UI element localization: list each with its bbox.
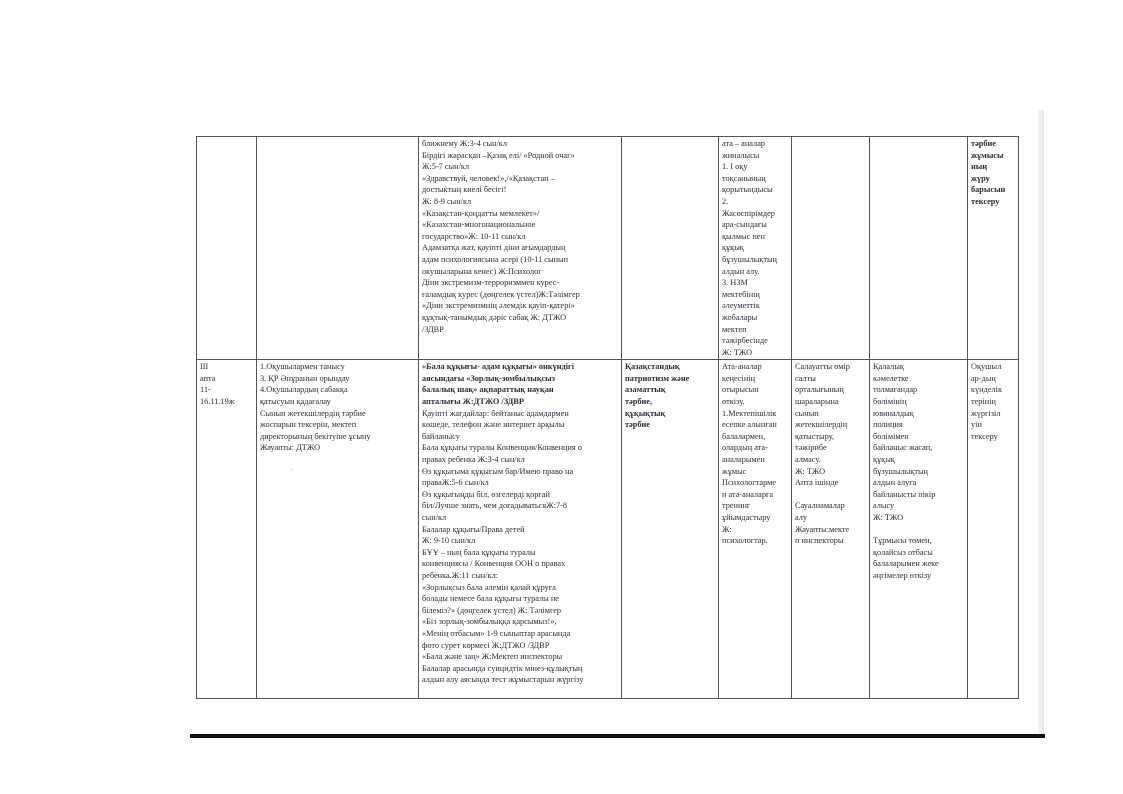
text-line: психологтар. <box>722 536 768 546</box>
text-line: мектеп <box>722 324 747 334</box>
text-line: Жауапты:мекте <box>795 524 850 534</box>
prevention-cell <box>870 360 968 699</box>
text-line: 3. НЗМ <box>722 278 748 288</box>
text-line: 4.Оқушылардың сабакқа <box>260 385 348 395</box>
text-line: алдын алу аясында тест жұмыстарын жүргізу <box>422 675 584 685</box>
prevention-text <box>873 361 964 581</box>
parents-work-cell <box>719 137 792 360</box>
text-line: орталығының <box>795 385 844 395</box>
text-line: құқтық-танымдық дәріс сабақ Ж: ДТЖО <box>422 312 567 322</box>
text-line: балалық шақ» ақпараттық науқан <box>422 385 554 395</box>
text-line: байланыс жасап, <box>873 443 933 453</box>
text-line: ата – аналар <box>722 139 766 148</box>
text-line: «Здравствуй, человек!»,/«Қазақстан – <box>422 173 555 183</box>
organizational-work-cell <box>257 137 419 360</box>
text-line: патриотизм және <box>625 373 690 383</box>
text-line: сын/кл <box>422 513 447 522</box>
text-line: бөлімімен <box>873 431 909 441</box>
events-text <box>422 138 618 335</box>
text-line: жобалары <box>722 312 758 322</box>
text-line: государство»Ж: 10-11 сын/кл <box>422 231 526 241</box>
week-cell <box>197 360 257 699</box>
text-line: III <box>200 362 209 372</box>
text-line: тексеру <box>971 431 998 441</box>
text-line: Адамзатқа жат, қауіпті діни ағымдардың <box>422 243 566 253</box>
text-line: құқық <box>722 243 744 253</box>
text-line: азаматтық <box>625 385 666 395</box>
text-line: ара-сындағы <box>722 220 767 230</box>
week-dates <box>200 361 253 407</box>
text-line: «Бала және заң» Ж:Мектеп инспекторы <box>422 652 563 662</box>
text-line: Сынып жетекшілердің тәрбие <box>260 408 366 418</box>
text-line: қорытындысы <box>722 185 773 195</box>
text-line: ғаламдық курес (дөңгелек үстел)Ж:Тәлімгер <box>422 289 580 299</box>
text-line: қолайсыз отбасы <box>873 547 933 557</box>
text-line: жетекшілердің <box>795 420 848 430</box>
text-line: Қалалық <box>873 362 904 372</box>
text-line: «Казахстан-многонациональное <box>422 220 536 230</box>
text-line: білеміз?» (дөңгелек үстел) Ж: Тәлімгер <box>422 605 562 615</box>
text-line: Өз құқығыма құқығым бар/Имею право на <box>422 466 574 476</box>
text-line: 11- <box>200 385 211 395</box>
table-row-week-3 <box>197 360 1019 699</box>
week-cell <box>197 137 257 360</box>
text-line: тәжірибе <box>795 443 827 453</box>
text-line: жүргізіл <box>971 408 1001 418</box>
text-line: жиналысы <box>722 150 760 160</box>
text-line: 2. <box>722 196 729 206</box>
text-line: тәрбие <box>625 420 650 430</box>
text-line: сынып <box>795 408 819 418</box>
partners-cell <box>792 137 870 360</box>
text-line: «Менің отбасым» 1-9 сыныптар арасында <box>422 628 571 638</box>
text-line: Бала құқығы туралы Конвенция/Конвенция о <box>422 443 582 453</box>
text-line: тәрбие <box>971 139 996 148</box>
text-line: алысу <box>873 501 895 511</box>
text-line: аналарымен <box>722 455 765 465</box>
work-plan-table <box>196 136 1019 699</box>
text-line: н ата-аналарға <box>722 489 774 499</box>
text-line: есепке алынған <box>722 420 777 430</box>
text-line: толмағандар <box>873 385 918 395</box>
text-line: Өз құқығыңды біл, өзгелерді қорғай <box>422 489 550 499</box>
text-line: Психологтарме <box>722 478 777 488</box>
text-line: Ж: 8-9 сын/кл <box>422 196 472 206</box>
text-line: ближнему Ж:3-4 сын/кл <box>422 139 507 148</box>
text-line: Ж: <box>722 524 732 534</box>
text-line: ребенка.Ж:11 сын/кл: <box>422 570 499 580</box>
text-line: әңгімелер өткізу <box>873 570 932 580</box>
text-line: Ата-аналар <box>722 362 762 372</box>
text-line: Оқушыл <box>971 362 1002 372</box>
text-line: алмасу. <box>795 455 821 465</box>
text-line: қылмыс пен <box>722 231 765 241</box>
text-line: олардың ата- <box>722 443 768 453</box>
direction-cell <box>622 137 719 360</box>
partners-text <box>795 361 866 547</box>
text-line: адам психологиясына әсері (10-11 сынып <box>422 254 569 264</box>
text-line: терінің <box>971 397 996 407</box>
text-line: конвенциясы / Конвенция ООН о правах <box>422 559 566 569</box>
text-line: алдын алу. <box>722 266 760 276</box>
text-line: біл/Лучше знать, чем догадыватьсяЖ:7-8 <box>422 501 568 511</box>
text-line: 3. ҚР Әнұранын орындау <box>260 373 350 383</box>
control-cell <box>968 137 1019 360</box>
text-line: жұмыс <box>722 466 747 476</box>
parents-work-cell <box>719 360 792 699</box>
text-line: ар-дың <box>971 373 996 383</box>
control-cell <box>968 360 1019 699</box>
text-line: бұзушылықтың <box>873 466 928 476</box>
text-line: /ЗДВР <box>422 324 444 334</box>
text-line: тексеру <box>971 196 1000 206</box>
direction-text <box>625 361 715 431</box>
text-line: Қауіпті жағдайлар: бейтаныс адамдармен <box>422 408 569 418</box>
text-line: көшеде, телефон және интернет арқылы <box>422 420 565 430</box>
control-text <box>971 138 1015 208</box>
text-line: өткізу. <box>722 397 745 407</box>
events-text <box>422 408 618 686</box>
text-line: окушыларына кенес) Ж:Психолог <box>422 266 542 276</box>
text-line: праваЖ:5-6 сын/кл <box>422 478 489 488</box>
scan-bottom-edge <box>190 734 1045 738</box>
text-line: ұйымдастыру <box>722 513 771 522</box>
text-line: 1.Оқушылармен танысу <box>260 362 345 372</box>
text-line: достыќтың киелі бесігі! <box>422 185 507 195</box>
text-line: Балалар арасында суицидтік мінез-құлықтың <box>422 663 583 673</box>
text-line: Қазақстандық <box>625 362 680 372</box>
text-line: қатыстыру, <box>795 431 835 441</box>
text-line: апта <box>200 373 216 383</box>
text-line: жұмысы <box>971 150 1004 160</box>
text-line: жоспарын тексерін, мектеп <box>260 420 357 430</box>
text-line: бұзушылықтың <box>722 254 777 264</box>
text-line: құқық <box>873 455 895 465</box>
control-text <box>971 361 1015 442</box>
text-line: отырысын <box>722 385 759 395</box>
table-row-week-2-continued <box>197 137 1019 360</box>
text-line: алдын алуға <box>873 478 917 488</box>
text-line: полиция <box>873 420 903 430</box>
text-line: балаларымен жеке <box>873 559 939 569</box>
text-line: тәжірбесінде <box>722 336 768 346</box>
text-line: директорының бекітуіне ұсыну <box>260 431 371 441</box>
text-line: аясындағы «Зорлық-зомбылықсыз <box>422 373 555 383</box>
text-line: БҰҰ – ның бала құқығы туралы <box>422 547 536 557</box>
events-cell <box>419 137 622 360</box>
text-line: балалармен, <box>722 431 766 441</box>
text-line: тренинг <box>722 501 751 511</box>
text-line: Ж: 9-10 сын/кл <box>422 536 476 546</box>
dash-mark: - <box>290 465 293 475</box>
text-line: барысын <box>971 185 1006 195</box>
text-line: жүру <box>971 173 990 183</box>
text-line: салты <box>795 373 816 383</box>
text-line <box>795 489 866 501</box>
text-line: Апта ішінде <box>795 478 839 488</box>
text-line: Ж: ТЖО <box>873 513 904 522</box>
text-line: апталығы Ж:ДТЖО /ЗДВР <box>422 397 524 407</box>
text-line: Сауалнамалар <box>795 501 845 511</box>
text-line: Ж: ТЖО <box>795 466 826 476</box>
text-line: 1.Мектепішілік <box>722 408 777 418</box>
text-line: тоқсанының <box>722 173 766 183</box>
text-line <box>873 524 964 536</box>
text-line: кеңесінің <box>722 373 756 383</box>
text-line: правах ребенка Ж:3-4 сын/кл <box>422 455 525 465</box>
text-line: «Казақстан-қоңдатты мемлекет»/ <box>422 208 540 218</box>
text-line: Балалар құқығы/Права детей <box>422 524 525 534</box>
text-line: 1. I оқу <box>722 162 748 172</box>
text-line: кәмелетке <box>873 373 909 383</box>
text-line: мектебінің <box>722 289 760 299</box>
text-line: «Біз зорлық-зомбылыққа қарсымыз!», <box>422 617 557 627</box>
text-line: тәрбие, <box>625 397 653 407</box>
scan-page-edge <box>1038 110 1044 736</box>
text-line: уін <box>971 420 982 430</box>
events-heading <box>422 361 618 407</box>
text-line: «Діни экстремизмнің әлемдік қауіп-қатері» <box>422 301 575 311</box>
text-line: ның <box>971 162 988 172</box>
text-line: Жасөспірімдер <box>722 208 775 218</box>
text-line: Салауатты өмір <box>795 362 850 372</box>
text-line: Тұрмысы төмен, <box>873 536 932 546</box>
text-line: алу <box>795 513 808 522</box>
organizational-work-text <box>260 361 415 454</box>
text-line: «Зорлықсыз бала әлемін қалай құруға <box>422 582 556 592</box>
text-line: Жауапты: ДТЖО <box>260 443 321 453</box>
text-line: күнделік <box>971 385 1002 395</box>
prevention-cell <box>870 137 968 360</box>
partners-cell <box>792 360 870 699</box>
text-line: 16.11.19ж <box>200 397 235 407</box>
text-line: қатысуын қадағалау <box>260 397 331 407</box>
events-cell <box>419 360 622 699</box>
text-line: п инспекторы <box>795 536 844 546</box>
text-line: құқықтық <box>625 408 666 418</box>
text-line: байланысты пікір <box>873 489 936 499</box>
text-line: ювиналдық <box>873 408 914 418</box>
text-line: фото сурет көрмесі Ж:ДТЖО /ЗДВР <box>422 640 550 650</box>
direction-cell <box>622 360 719 699</box>
text-line: әлеуметтік <box>722 301 760 311</box>
parents-work-text <box>722 138 788 358</box>
text-line: «Бала құқығы- адам құқығы» онкүндігі <box>422 362 575 372</box>
text-line: бөлімінің <box>873 397 907 407</box>
text-line: Ж:5-7 сын/кл <box>422 162 470 172</box>
text-line: байланысу <box>422 431 460 441</box>
text-line: Діни экстремизм-терроризммен курес- <box>422 278 560 288</box>
text-line: Бірдігі жарасқан –Қазақ елі/ «Родной очаг» <box>422 150 575 160</box>
organizational-work-cell <box>257 360 419 699</box>
parents-work-text <box>722 361 788 547</box>
text-line: шараларына <box>795 397 839 407</box>
text-line: Ж: ТЖО <box>722 347 753 357</box>
text-line: болады немесе бала құқығы туралы не <box>422 594 559 604</box>
